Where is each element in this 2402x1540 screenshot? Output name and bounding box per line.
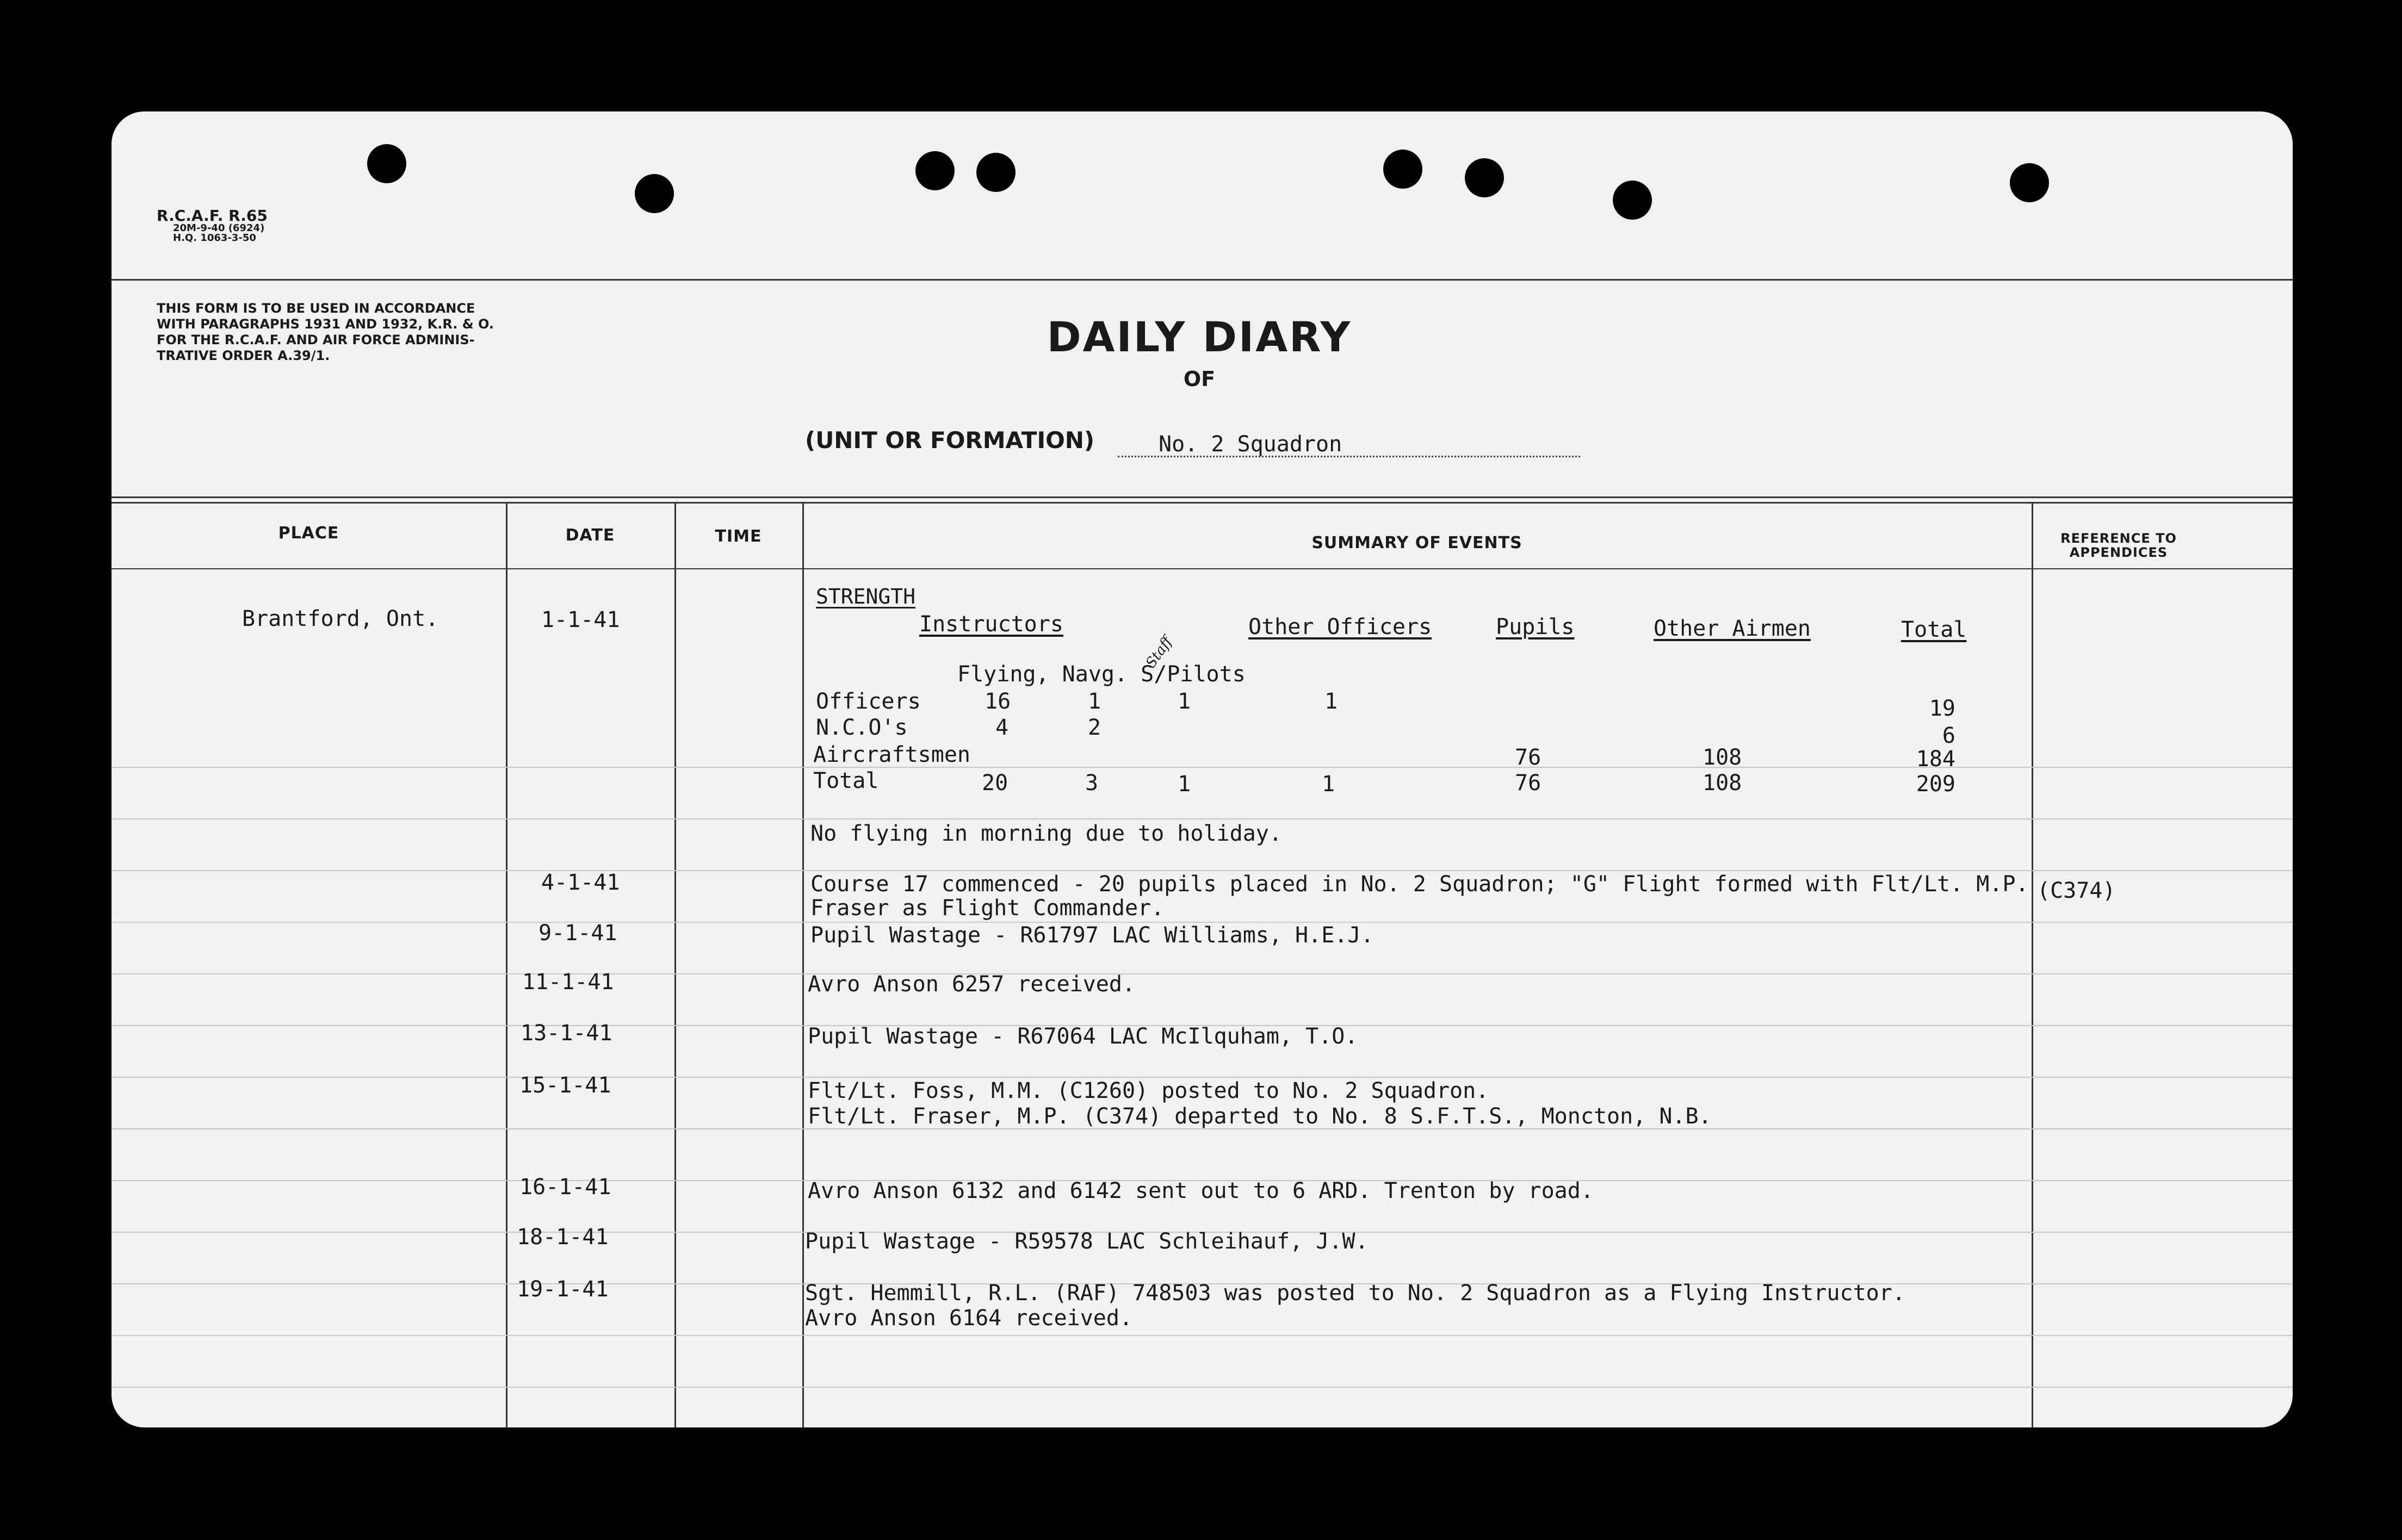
table-top-rule xyxy=(112,496,2293,498)
strength-cell: 1 xyxy=(1322,772,1335,797)
strength-header-pupils: Pupils xyxy=(1496,614,1575,639)
strength-cell: 1 xyxy=(1088,689,1101,714)
strength-subheads: Flying, Navg. S/Pilots xyxy=(957,662,1246,687)
strength-heading: STRENGTH xyxy=(816,585,916,608)
unit-value xyxy=(1118,430,1580,457)
strength-cell: 16 xyxy=(985,689,1011,714)
form-title: DAILY DIARY xyxy=(1047,313,1352,361)
entry-line: Avro Anson 6257 received. xyxy=(808,972,1136,997)
table-top-rule-2 xyxy=(112,502,2293,504)
entry-reference: (C374) xyxy=(2037,878,2116,903)
punch-hole xyxy=(367,144,406,183)
column-header-summary: SUMMARY OF EVENTS xyxy=(1311,533,1522,552)
unit-value-text: No. 2 Squadron xyxy=(1159,432,1342,457)
ledger-line xyxy=(112,767,2293,768)
form-notice: THIS FORM IS TO BE USED IN ACCORDANCE WITH PARAGRAPHS 1931 AND 1932, K.R. & O. FOR THE R.C.A.F. AND AIR FORCE ADMINIS- TRATIVE ORDER A.39/1. xyxy=(157,301,494,363)
entry-date: 16-1-41 xyxy=(519,1175,611,1200)
entry-line: Avro Anson 6132 and 6142 sent out to 6 ARD. Trenton by road. xyxy=(808,1178,1594,1203)
strength-row-label: Total xyxy=(813,768,879,793)
strength-cell: 20 xyxy=(982,771,1008,796)
strength-cell: 76 xyxy=(1515,771,1542,796)
diary-form xyxy=(112,111,2293,1427)
column-header-reference: REFERENCE TO APPENDICES xyxy=(2060,531,2177,560)
top-rule xyxy=(112,279,2293,281)
strength-row-label: Aircraftsmen xyxy=(813,742,970,767)
strength-cell: 108 xyxy=(1703,745,1742,770)
ledger-line xyxy=(112,1335,2293,1336)
strength-cell-total: 209 xyxy=(1916,772,1955,797)
strength-header-instructors: Instructors xyxy=(919,612,1063,637)
strength-header-other-airmen: Other Airmen xyxy=(1654,616,1811,641)
strength-header-total: Total xyxy=(1901,617,1967,642)
strength-cell: 1 xyxy=(1178,689,1191,714)
strength-row-label: N.C.O's xyxy=(816,715,908,740)
ledger-line xyxy=(112,818,2293,819)
strength-cell: 1 xyxy=(1324,689,1338,714)
entry-line: Flt/Lt. Fraser, M.P. (C374) departed to No. 8 S.F.T.S., Moncton, N.B. xyxy=(808,1104,1712,1129)
punch-hole xyxy=(635,174,674,213)
ledger-line xyxy=(112,973,2293,974)
entry-date: 4-1-41 xyxy=(541,870,620,895)
strength-cell: 108 xyxy=(1703,771,1742,796)
column-divider xyxy=(506,503,507,1427)
column-divider xyxy=(674,503,676,1427)
punch-hole xyxy=(915,151,955,190)
column-divider xyxy=(802,503,804,1427)
strength-cell: 3 xyxy=(1085,771,1099,796)
strength-cell-total: 6 xyxy=(1942,723,1955,748)
form-hq-code: H.Q. 1063-3-50 xyxy=(173,232,256,244)
entry-line: Sgt. Hemmill, R.L. (RAF) 748503 was posted to No. 2 Squadron as a Flying Instructor. xyxy=(805,1281,1905,1306)
ledger-line xyxy=(112,1387,2293,1388)
entry-date: 13-1-41 xyxy=(521,1021,612,1046)
entry-line: Pupil Wastage - R59578 LAC Schleihauf, J.W. xyxy=(805,1229,1369,1254)
punch-hole xyxy=(976,153,1016,192)
form-code: R.C.A.F. R.65 xyxy=(157,207,268,225)
entry-line: No flying in morning due to holiday. xyxy=(810,821,1282,846)
strength-header-other-officers: Other Officers xyxy=(1248,614,1432,639)
entry-line: Pupil Wastage - R61797 LAC Williams, H.E.J. xyxy=(810,923,1374,948)
strength-cell: 2 xyxy=(1088,715,1101,740)
header-bottom-rule xyxy=(112,568,2293,569)
punch-hole xyxy=(1613,181,1652,220)
column-divider xyxy=(2032,503,2033,1427)
strength-cell-total: 184 xyxy=(1916,747,1955,772)
place-value: Brantford, Ont. xyxy=(242,606,439,631)
unit-label: (UNIT OR FORMATION) xyxy=(805,427,1095,454)
punch-hole xyxy=(2010,163,2049,202)
strength-cell: 76 xyxy=(1515,745,1542,770)
column-header-place: PLACE xyxy=(278,524,339,543)
entry-line: Fraser as Flight Commander. xyxy=(810,896,1165,921)
entry-date: 15-1-41 xyxy=(519,1073,611,1098)
entry-line: Course 17 commenced - 20 pupils placed in No. 2 Squadron; "G" Flight formed with Flt/Lt. M.P. xyxy=(810,872,2029,897)
column-header-date: DATE xyxy=(565,526,615,545)
ledger-line xyxy=(112,870,2293,871)
strength-cell-total: 19 xyxy=(1929,696,1955,721)
entry-date: 18-1-41 xyxy=(517,1225,609,1250)
entry-date: 19-1-41 xyxy=(517,1277,609,1302)
form-print-code: 20M-9-40 (6924) xyxy=(173,222,265,234)
entry-date: 9-1-41 xyxy=(538,921,617,946)
strength-cell: 4 xyxy=(995,715,1009,740)
strength-cell: 1 xyxy=(1178,772,1191,797)
staff-annotation: Staff xyxy=(1142,634,1176,672)
entry-date: 1-1-41 xyxy=(541,607,620,632)
punch-hole xyxy=(1465,158,1504,197)
entry-line: Pupil Wastage - R67064 LAC McIlquham, T.O. xyxy=(808,1024,1358,1049)
entry-date: 11-1-41 xyxy=(522,970,614,995)
entry-line: Avro Anson 6164 received. xyxy=(805,1306,1133,1331)
ledger-line xyxy=(112,1077,2293,1078)
strength-row-label: Officers xyxy=(816,689,921,714)
column-header-time: TIME xyxy=(715,527,762,546)
form-code-block xyxy=(157,208,268,243)
form-title-of: OF xyxy=(1183,367,1216,391)
entry-line: Flt/Lt. Foss, M.M. (C1260) posted to No. 2 Squadron. xyxy=(808,1078,1489,1103)
punch-hole xyxy=(1383,150,1422,189)
